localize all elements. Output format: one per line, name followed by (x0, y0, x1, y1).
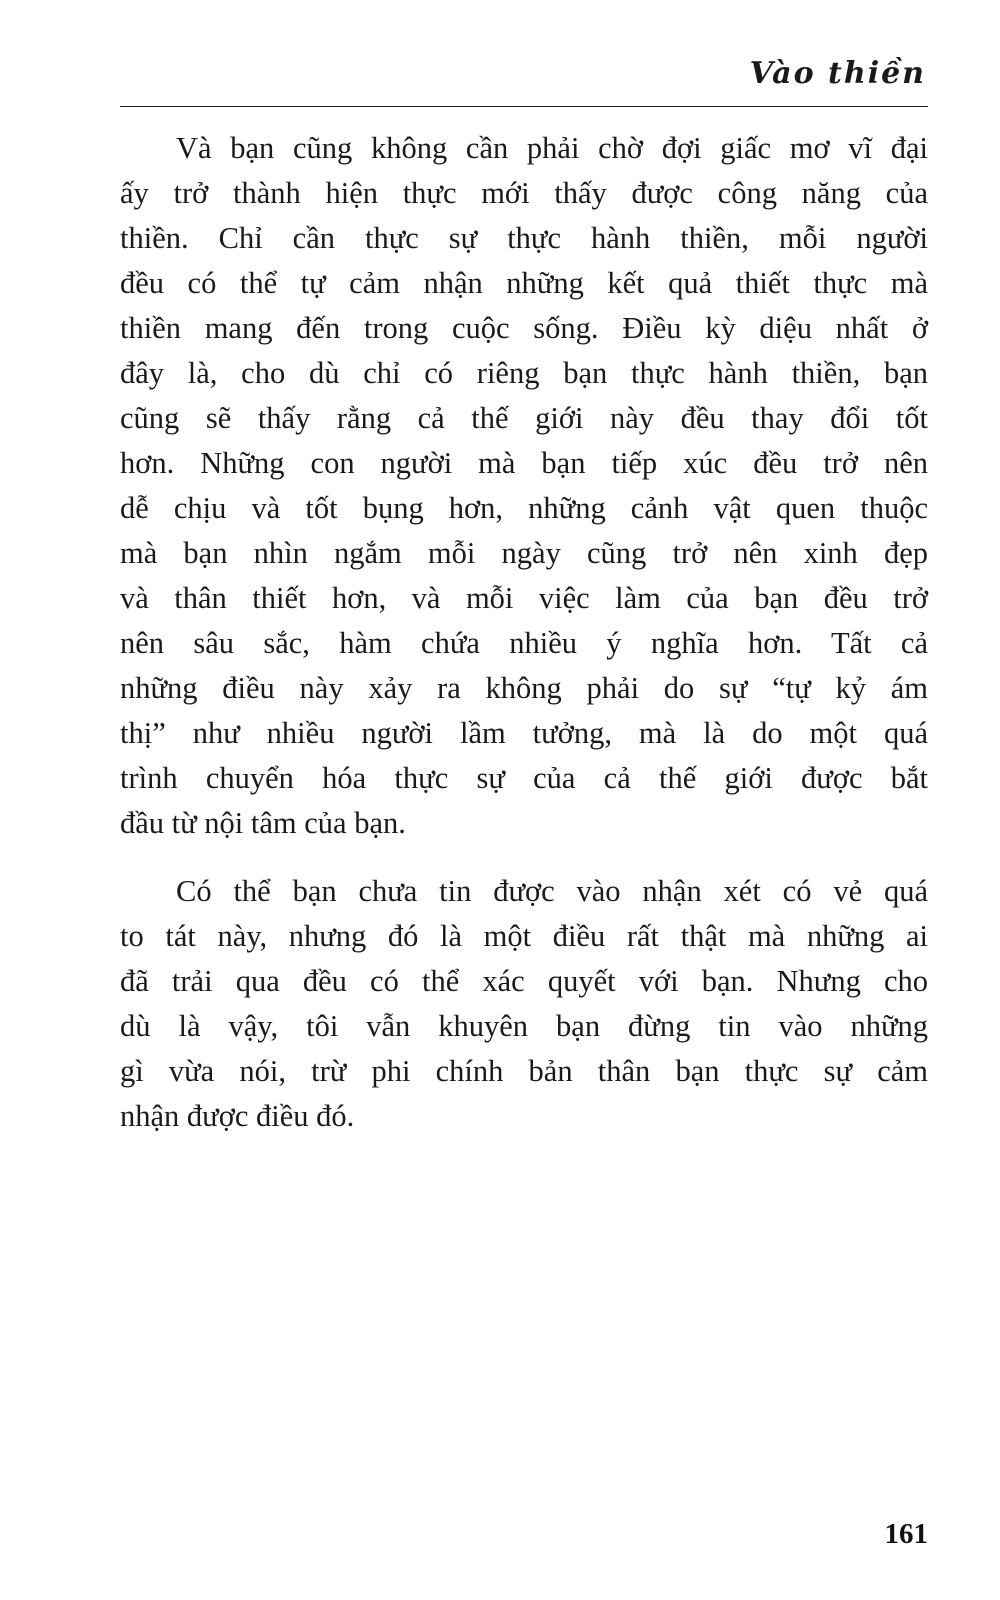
text-line: dễ chịu và tốt bụng hơn, những cảnh vật quen thuộc (120, 491, 928, 525)
running-header (120, 52, 928, 107)
paragraph (120, 869, 928, 1139)
text-line: to tát này, nhưng đó là một điều rất thật mà những ai (120, 919, 928, 953)
text-line: nhận được điều đó. (120, 1099, 355, 1133)
text-line: mà bạn nhìn ngắm mỗi ngày cũng trở nên xinh đẹp (120, 536, 928, 570)
text-line: thị” như nhiều người lầm tưởng, mà là do một quá (120, 716, 928, 750)
text-line: những điều này xảy ra không phải do sự “tự kỷ ám (120, 671, 928, 705)
text-line: đều có thể tự cảm nhận những kết quả thiết thực mà (120, 266, 928, 300)
text-line: gì vừa nói, trừ phi chính bản thân bạn thực sự cảm (120, 1054, 928, 1088)
text-line: đã trải qua đều có thể xác quyết với bạn. Nhưng cho (120, 964, 928, 998)
text-line: trình chuyển hóa thực sự của cả thế giới được bắt (120, 761, 928, 795)
text-line: đây là, cho dù chỉ có riêng bạn thực hành thiền, bạn (120, 356, 928, 390)
text-line: cũng sẽ thấy rằng cả thế giới này đều thay đổi tốt (120, 401, 928, 435)
text-line: hơn. Những con người mà bạn tiếp xúc đều trở nên (120, 446, 928, 480)
text-line: đầu từ nội tâm của bạn. (120, 806, 406, 840)
text-line: Có thể bạn chưa tin được vào nhận xét có vẻ quá (176, 874, 928, 908)
body-text (120, 126, 928, 1162)
text-line: thiền. Chỉ cần thực sự thực hành thiền, mỗi người (120, 221, 928, 255)
text-line: và thân thiết hơn, và mỗi việc làm của bạn đều trở (120, 581, 928, 615)
running-title: Vào thiền (749, 56, 926, 91)
text-line: dù là vậy, tôi vẫn khuyên bạn đừng tin vào những (120, 1009, 928, 1043)
text-line: nên sâu sắc, hàm chứa nhiều ý nghĩa hơn. Tất cả (120, 626, 928, 660)
paragraph (120, 126, 928, 846)
text-line: thiền mang đến trong cuộc sống. Điều kỳ diệu nhất ở (120, 311, 928, 345)
text-line: ấy trở thành hiện thực mới thấy được công năng của (120, 176, 928, 210)
page-number: 161 (884, 1518, 928, 1550)
text-line: Và bạn cũng không cần phải chờ đợi giấc mơ vĩ đại (176, 131, 928, 165)
